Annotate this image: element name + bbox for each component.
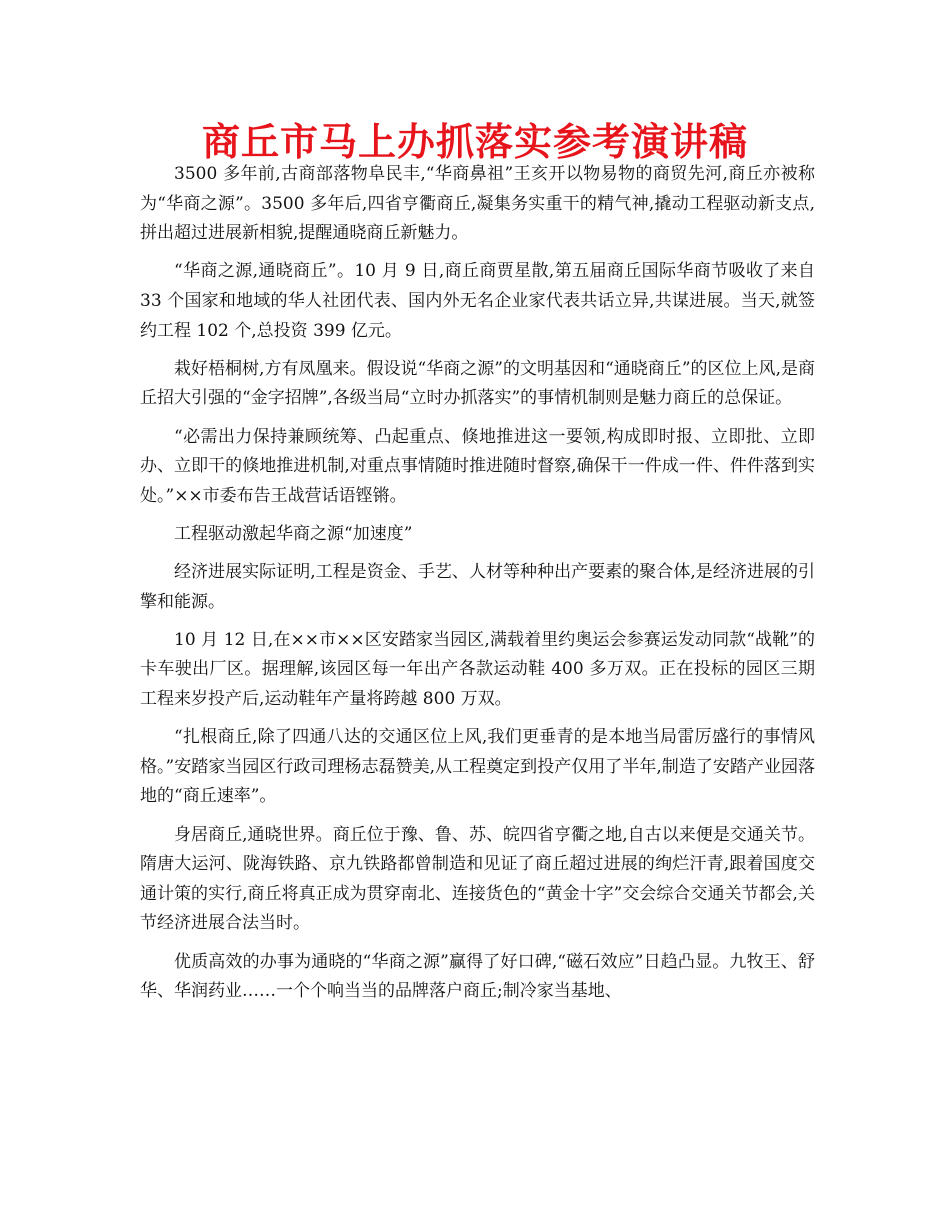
- section-heading: 工程驱动激起华商之源“加速度”: [174, 523, 413, 544]
- document-body: [140, 160, 815, 1015]
- paragraph: 栽好梧桐树,方有凤凰来。假设说“华商之源”的文明基因和“通晓商丘”的区位上风,是商丘招大引强的“金字招牌”,各级当局“立时办抓落实”的事情机制则是魅力商丘的总保证。: [140, 358, 815, 409]
- paragraph: “华商之源,通晓商丘”。10 月 9 日,商丘商贾星散,第五届商丘国际华商节吸收了来自 33 个国家和地域的华人社团代表、国内外无名企业家代表共话立异,共谋进展。当天,就签约工程 102 个,总投资 399 亿元。: [140, 261, 815, 341]
- paragraph: 3500 多年前,古商部落物阜民丰,“华商鼻祖”王亥开以物易物的商贸先河,商丘亦被称为“华商之源”。3500 多年后,四省亨衢商丘,凝集务实重干的精气神,撬动工程驱动新支点,拼出超过进展新相貌,提醒通晓商丘新魅力。: [140, 164, 815, 244]
- paragraph: 优质高效的办事为通晓的“华商之源”赢得了好口碑,“磁石效应”日趋凸显。九牧王、舒华、华润药业……一个个响当当的品牌落户商丘;制冷家当基地、: [140, 951, 815, 1002]
- paragraph: 经济进展实际证明,工程是资金、手艺、人材等种种出产要素的聚合体,是经济进展的引擎和能源。: [140, 562, 815, 612]
- paragraph: 身居商丘,通晓世界。商丘位于豫、鲁、苏、皖四省亨衢之地,自古以来便是交通关节。隋唐大运河、陇海铁路、京九铁路都曾制造和见证了商丘超过进展的绚烂汗青,跟着国度交通计策的实行,商丘将真正成为贯穿南北、连接货色的“黄金十字”交会综合交通关节都会,关节经济进展合法当时。: [140, 824, 815, 934]
- document-title: 商丘市马上办抓落实参考演讲稿: [201, 120, 748, 164]
- paragraph: “扎根商丘,除了四通八达的交通区位上风,我们更垂青的是本地当局雷厉盛行的事情风格。”安踏家当园区行政司理杨志磊赞美,从工程奠定到投产仅用了半年,制造了安踏产业园落地的“商丘速率”。: [140, 727, 815, 807]
- paragraph: “必需出力保持兼顾统筹、凸起重点、倏地推进这一要领,构成即时报、立即批、立即办、立即干的倏地推进机制,对重点事情随时推进随时督察,确保干一件成一件、件件落到实处。”××市委布告王战营话语铿锵。: [140, 426, 815, 506]
- paragraph: 10 月 12 日,在××市××区安踏家当园区,满载着里约奥运会参赛运发动同款“战靴”的卡车驶出厂区。据理解,该园区每一年出产各款运动鞋 400 多万双。正在投标的园区三期工程来岁投产后,运动鞋年产量将跨越 800 万双。: [140, 629, 815, 710]
